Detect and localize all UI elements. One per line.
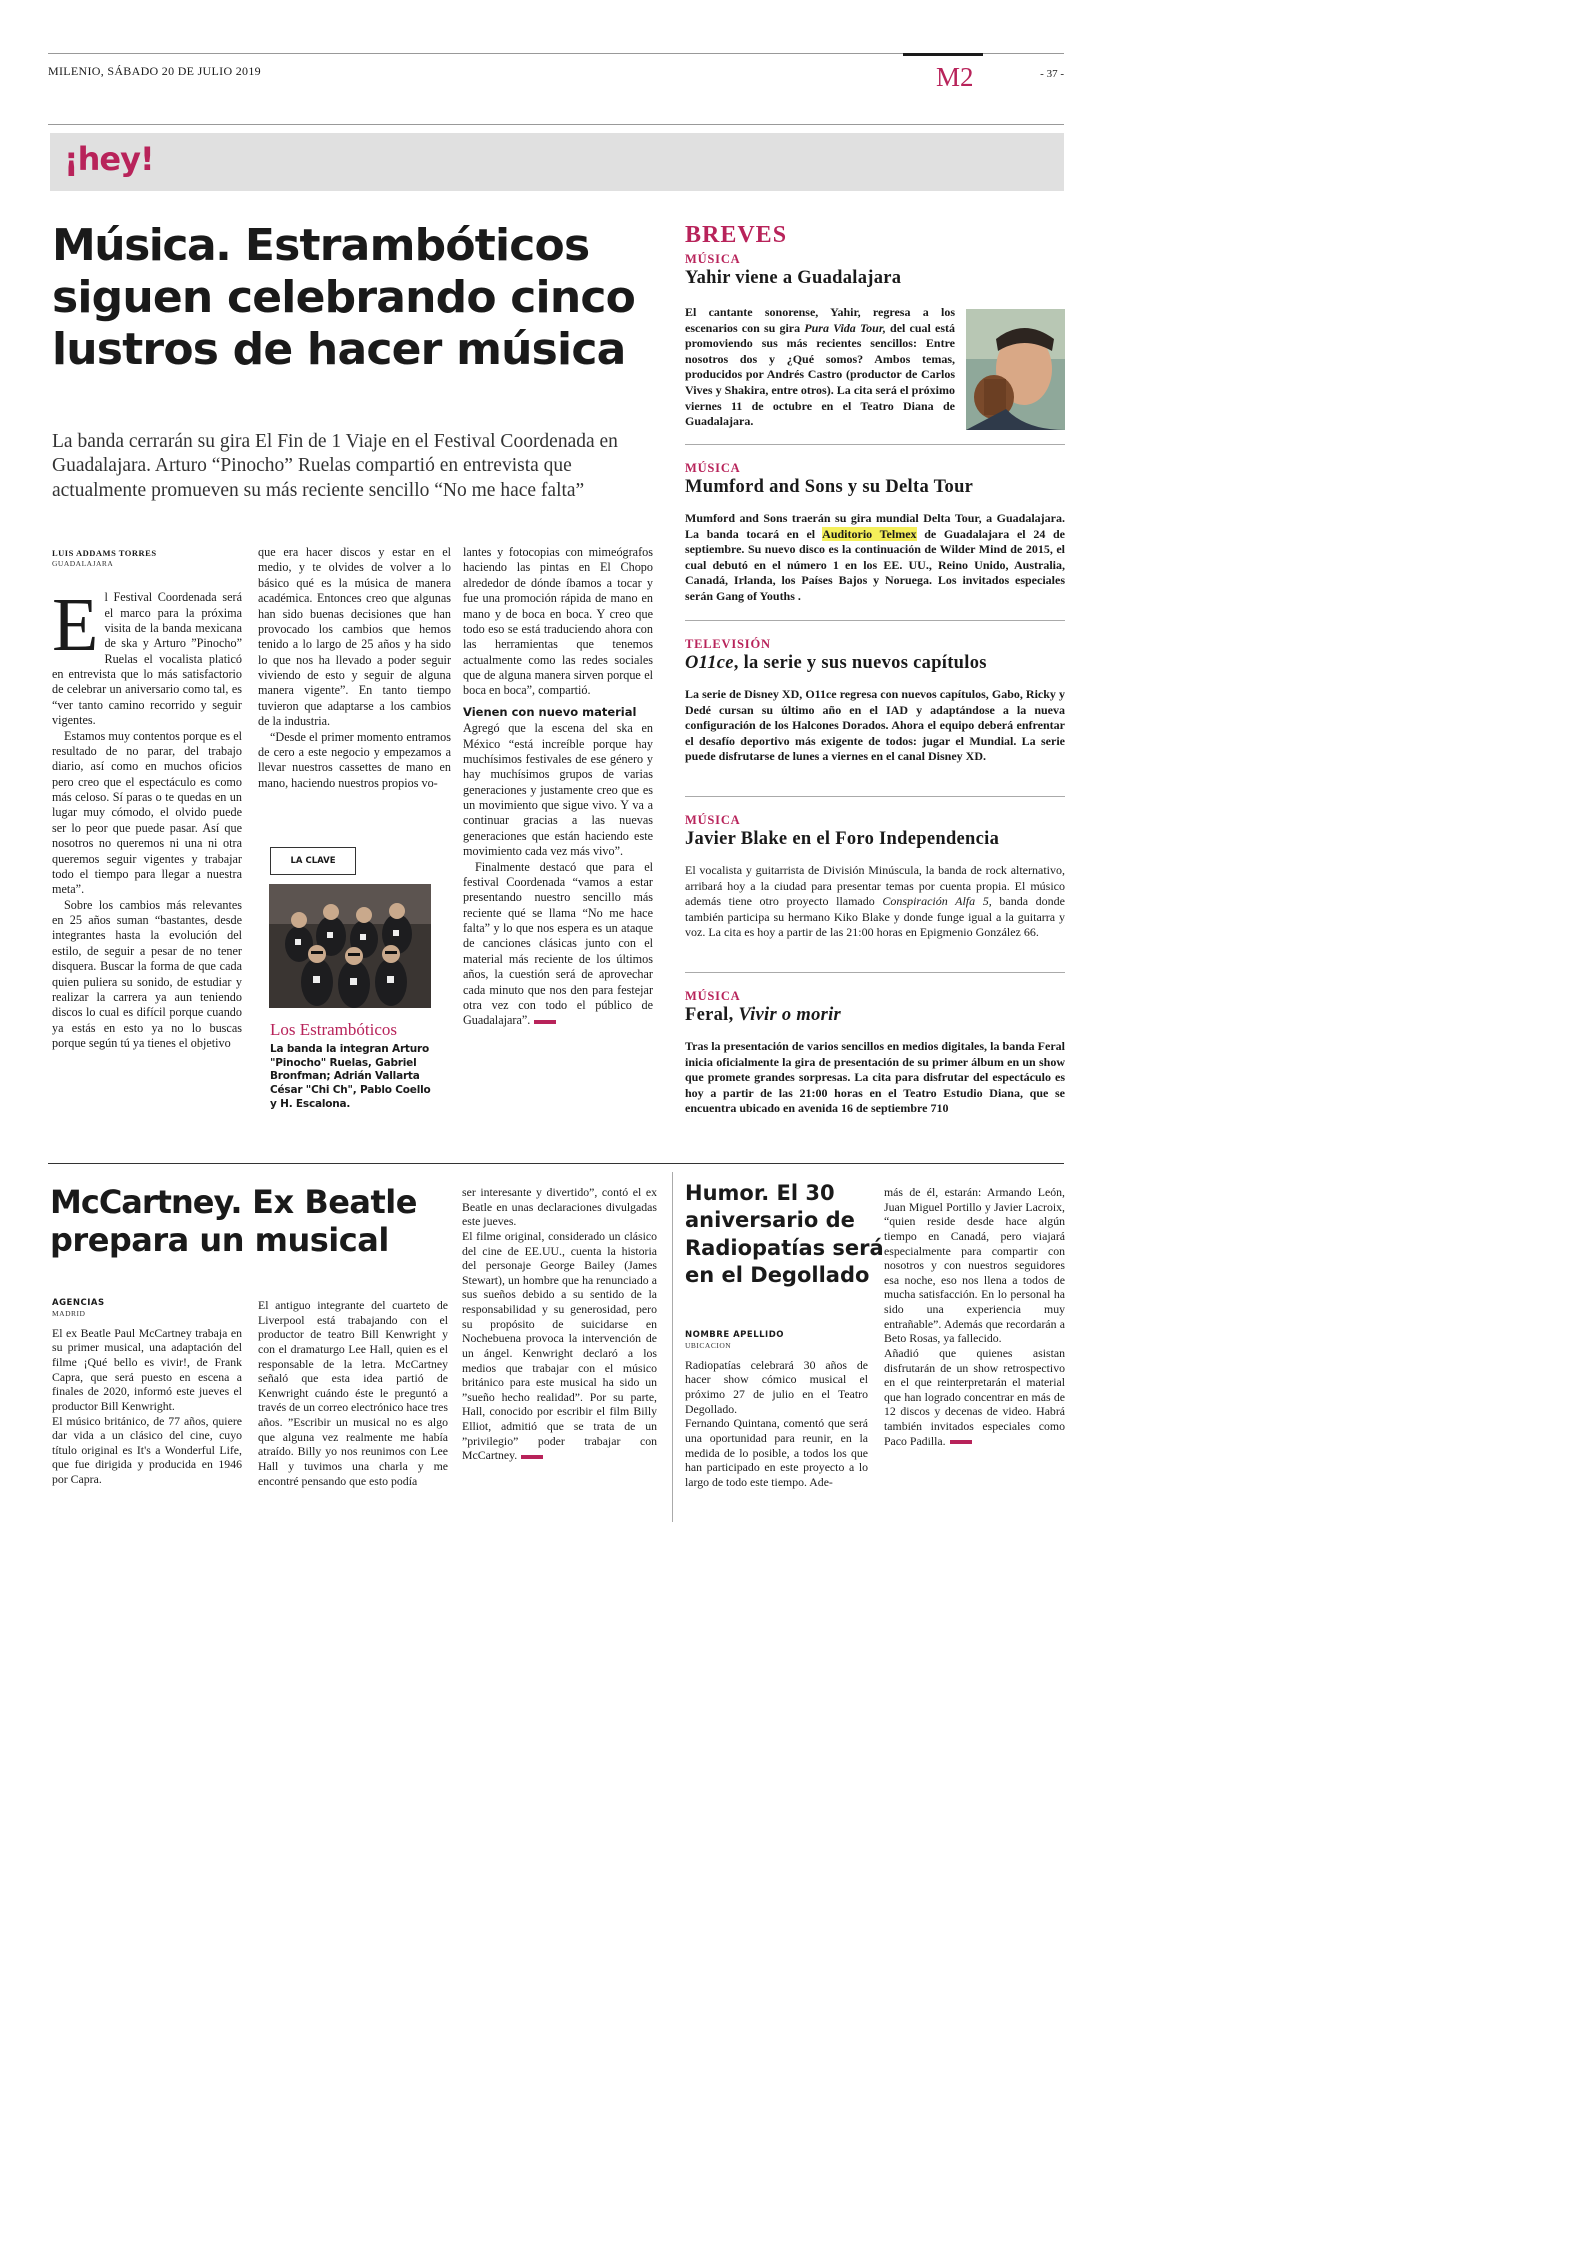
brief-mumford <box>685 461 1065 605</box>
brief-title <box>685 653 1065 674</box>
byline-location: MADRID <box>52 1308 86 1318</box>
section-band <box>50 133 1064 191</box>
section-rule <box>48 1163 1064 1164</box>
brief-title-rest: , la serie y sus nuevos capítulos <box>733 653 987 673</box>
brief-text: La serie de Disney XD, O11ce regresa con nuevos capítulos, Gabo, Ricky y Dedé cursan su último año en el IAD y adaptándose a la nueva configuración de los Halcones Dorados. Ahora el equipo deberá enfrentar el desafío deportivo más exigente de todos: jugar el Mundial. La serie puede disfrutarse de lunes a viernes en el canal Disney XD. <box>685 687 1065 764</box>
brief-text <box>685 305 955 430</box>
end-mark <box>521 1455 543 1459</box>
humor-headline <box>685 1180 885 1289</box>
brief-title-em: Vivir o morir <box>738 1005 842 1025</box>
paragraph: Agregó que la escena del ska en México “está increíble porque hay muchísimos festivales de ese género y hay muchísimos grupos de varias generaciones y justamente creo que es un movimiento que sigue vivo. Y va a continuar gracias a las nuevas generaciones que están haciendo este movimiento cada vez más vivo”. <box>463 721 653 859</box>
dropcap: E <box>52 583 99 668</box>
breves-title: BREVES <box>685 222 788 248</box>
brief-title-em: O11ce <box>685 653 734 673</box>
humor-title: El 30 aniversario de Radiopatías será en el Degollado <box>685 1181 884 1287</box>
byline-author: AGENCIAS <box>52 1298 105 1308</box>
paragraph: El músico británico, de 77 años, quiere dar vida a un clásico del cine, cuyo título original es It's a Wonderful Life, que fue dirigida y producida en 1946 por Capra. <box>52 1413 242 1487</box>
main-kicker: Música. <box>52 220 231 271</box>
main-column-1 <box>52 548 242 1051</box>
brief-text-a: El cantante sonorense, Yahir, regresa a los escenarios con su gira <box>685 305 955 335</box>
paragraph <box>463 860 653 1029</box>
brief-text-em: Conspiración Alfa 5, <box>882 894 992 909</box>
humor-column-2 <box>884 1185 1065 1448</box>
paragraph-text: Finalmente destacó que para el festival Coordenada “vamos a estar presentando nuestro sencillo más reciente qué se llama “No me hace falta” y lo que nos espera es un ataque de canciones clásicas junto con el material más reciente de los últimos años, la cuestión será de aprovechar cada minuto que nos den para festejar otra vez con todo el público de Guadalajara”. <box>463 859 653 1028</box>
brief-text-b: del cual está promoviendo sus más recientes sencillos: Entre nosotros dos y ¿Qué somos? Ambos temas, producidos por Andrés Castro (productor de Carlos Vives y Shakira, entre otros). La cita será el próximo viernes 11 de octubre en el Teatro Diana de Guadalajara. <box>685 320 955 429</box>
paragraph: Radiopatías celebrará 30 años de hacer show cómico musical el próximo 27 de julio en el Teatro Degollado. <box>685 1357 868 1416</box>
brief-category: TELEVISIÓN <box>685 637 771 651</box>
paragraph: l Festival Coordenada será el marco para la próxima visita de la banda mexicana de ska y Arturo ”Pinocho” Ruelas el vocalista platicó en entrevista que lo más satisfactorio de celebrar un aniversario como tal, es “ver tanto camino recorrido y seguir vigentes. <box>52 590 242 728</box>
yahir-photo <box>966 309 1065 430</box>
paragraph: lantes y fotocopias con mimeógrafos haciendo las pintas en El Chopo alrededor de dónde íbamos a tocar y fue una promoción rápida de mano en mano y de boca en boca. Y creo que todo eso se está traduciendo ahora con las herramientas que tenemos actualmente como las redes sociales que de alguna manera sirven porque el boca en boca”, compartió. <box>463 545 653 698</box>
brief-category: MÚSICA <box>685 461 741 475</box>
byline-author: LUIS ADDAMS TORRES <box>52 548 157 558</box>
mccartney-column-1 <box>52 1298 242 1487</box>
byline-location: GUADALAJARA <box>52 558 114 568</box>
divider <box>685 620 1065 621</box>
mccartney-title: Ex Beatle prepara un musical <box>50 1183 417 1260</box>
la-clave-label: LA CLAVE <box>270 847 356 875</box>
brief-title <box>685 1005 1065 1026</box>
paragraph: Sobre los cambios más relevantes en 25 años suman “bastantes, desde integrantes hasta la evolución del estilo, de seguir a pesar de no tener disquera. Buscar la forma de que cada quien puliera su sonido, de estudiar y realizar la carrera ya aun teniendo discos lo cual es difícil porque cuando ya estás en esto ya no lo buscas porque según tú ya tienes el objetivo <box>52 897 242 1051</box>
paragraph: Fernando Quintana, comentó que será una oportunidad para reunir, en la medida de lo posible, a todos los que han participado en este proyecto a lo largo de todo este tiempo. Ade- <box>685 1416 868 1489</box>
brief-category: MÚSICA <box>685 989 741 1003</box>
main-column-2 <box>258 545 451 791</box>
paragraph <box>462 1229 657 1463</box>
brief-text: Tras la presentación de varios sencillos en medios digitales, la banda Feral inicia oficialmente la gira de presentación de su primer álbum en un show que promete grandes sorpresas. La cita para disfrutar del espectáculo es hoy a partir de las 21:00 horas en el Teatro Estudio Diana, que se encuentra ubicado en avenida 16 de septiembre 710 <box>685 1039 1065 1116</box>
page-number: - 37 - <box>1040 68 1064 80</box>
brief-text-em: Pura Vida Tour, <box>804 320 886 335</box>
brief-feral <box>685 989 1065 1117</box>
main-headline <box>52 220 672 376</box>
main-title: Estrambóticos siguen celebrando cinco lustros de hacer música <box>52 220 636 375</box>
section-label: M2 <box>936 62 974 92</box>
paragraph: Estamos muy contentos porque es el resultado de no parar, del trabajo diario, así como en muchos oficios pero creo que el espectáculo es como más celoso. Sí paras o te quedas en un lugar muy cómodo, el olvido puede ser lo peor que puede pasar. Así que nosotros no queremos ni una ni otra queremos seguir vigentes y trabajar todo el tiempo para llegar a nuestra meta”. <box>52 728 242 897</box>
section-band-label: ¡hey! <box>64 140 154 178</box>
divider <box>685 796 1065 797</box>
header-date: MILENIO, SÁBADO 20 DE JULIO 2019 <box>48 64 261 78</box>
brief-text-a: El vocalista y guitarrista de División Minúscula, la banda de rock alternativo, arribará hoy a la ciudad para presentar temas por cuenta propia. El músico además tiene otro proyecto llamado <box>685 863 1065 909</box>
brief-category: MÚSICA <box>685 252 741 266</box>
subheading: Vienen con nuevo material <box>463 704 637 719</box>
section-marker-bar <box>903 53 983 56</box>
humor-column-1 <box>685 1330 868 1489</box>
brief-title-a: Feral, <box>685 1005 739 1025</box>
paragraph: que era hacer discos y estar en el medio, y te olvides de volver a lo básico qué es la música de manera académica. Entonces creo que algunas han sido buenas decisiones que han provocado los cambios que hemos tenido a lo largo de 25 años y ha sido lo que nos ha llevado a poder seguir viviendo de esto y seguir de alguna manera vigente”. En tanto tiempo tuvieron que adaptarse a los cambios de la industria. <box>258 545 451 729</box>
paragraph: El ex Beatle Paul McCartney trabaja en su primer musical, una adaptación del filme ¡Qué bello es vivir!, de Frank Capra, que será puesto en escena a finales de 2020, informó este jueves el productor Bill Kenwright. <box>52 1325 242 1413</box>
brief-javier-blake <box>685 813 1065 941</box>
brief-text-a: Mumford and Sons traerán su gira mundial Delta Tour, a Guadalajara. La banda tocará en el <box>685 511 1065 541</box>
main-column-3 <box>463 545 653 1029</box>
la-clave-text: La banda la integran Arturo "Pinocho" Ruelas, Gabriel Bronfman; Adrián Vallarta César "Chi Ch", Pablo Coello y H. Escalona. <box>270 1043 431 1110</box>
paragraph-text: El filme original, considerado un clásico del cine de EE.UU., cuenta la historia del personaje George Bailey (James Stewart), un hombre que ha renunciado a sus sueños debido a su sentido de la responsabilidad y su generosidad, pero su propósito de suicidarse en Nochebuena provoca la intervención de un ángel. Kenwright declaró a los medios que trabajar con el músico británico para este musical ha sido un ”sueño hecho realidad”. Por su parte, Hall, conocido por escribir el film Billy Elliot, admitió que se trata de un ”privilegio” poder trabajar con McCartney. <box>462 1228 657 1463</box>
mccartney-column-2 <box>258 1298 448 1488</box>
byline-author: NOMBRE APELLIDO <box>685 1330 784 1340</box>
end-mark <box>534 1020 556 1024</box>
mccartney-kicker: McCartney. <box>50 1183 242 1221</box>
end-mark <box>950 1440 972 1444</box>
la-clave-title: Los Estrambóticos <box>270 1020 398 1039</box>
paragraph: El antiguo integrante del cuarteto de Liverpool está trabajando con el productor de teatro Bill Kenwright y con el dramaturgo Lee Hall, quien es el responsable de la letra. McCartney señaló que esta idea partió de Kenwright cuándo éste le preguntó a través de un correo electrónico hace tres años. ”Escribir un musical no es algo que alguna vez realmente me había atraído. Billy yo nos reunimos con Lee Hall y tuvimos una charla y me encontré pensando que esto podía <box>258 1298 448 1488</box>
brief-title: Mumford and Sons y su Delta Tour <box>685 477 974 497</box>
brief-title: Yahir viene a Guadalajara <box>685 268 902 288</box>
highlighted-text: Auditorio Telmex <box>822 526 917 541</box>
paragraph-text: Añadió que quienes asistan disfrutarán de un show retrospectivo en el que reinterpretarán el material que han logrado concentrar en más de 12 discos y decenas de video. Habrá también invitados especiales como Paco Padilla. <box>884 1345 1065 1448</box>
byline-location: UBICACION <box>685 1340 732 1350</box>
brief-category: MÚSICA <box>685 813 741 827</box>
divider <box>685 444 1065 445</box>
paragraph: ser interesante y divertido”, contó el ex Beatle en unas declaraciones divulgadas este jueves. <box>462 1185 657 1229</box>
brief-o11ce <box>685 637 1065 765</box>
brief-text <box>685 863 1065 941</box>
paragraph: más de él, estarán: Armando León, Juan Miguel Portillo y Javier Lacroix, “quien reside desde hace algún tiempo en Canadá, pero viajará especialmente para compartir con nosotros y con nuestros seguidores esa noche, eso nos llena a todos de mucha satisfacción. En lo personal ha sido una experiencia muy entrañable”. Además que recordarán a Beto Rosas, ya fallecido. <box>884 1185 1065 1346</box>
paragraph <box>884 1346 1065 1448</box>
paragraph: “Desde el primer momento entramos de cero a este negocio y empezamos a llevar nuestros cassettes de mano en mano, haciendo nuestros propios vo- <box>258 729 451 790</box>
mccartney-column-3 <box>462 1185 657 1463</box>
brief-text <box>685 511 1065 605</box>
humor-kicker: Humor. <box>685 1181 770 1205</box>
band-photo <box>269 884 431 1008</box>
main-deck: La banda cerrarán su gira El Fin de 1 Viaje en el Festival Coordenada en Guadalajara. Arturo “Pinocho” Ruelas compartió en entrevista que actualmente promueven su más reciente sencillo “No me hace falta” <box>52 431 618 501</box>
vertical-divider <box>672 1172 673 1522</box>
brief-text-b: banda donde también participa su hermano Kiko Blake y donde funge igual a la guitarra y voz. La cita es hoy a partir de las 21:00 horas en Epigmenio González 66. <box>685 894 1065 940</box>
divider <box>685 972 1065 973</box>
header-rule-bottom <box>48 124 1064 125</box>
brief-title: Javier Blake en el Foro Independencia <box>685 829 1000 849</box>
brief-text-b: de Guadalajara el 24 de septiembre. Su nuevo disco es la continuación de Wilder Mind de 2015, el cual debutó en el número 1 en los EE. UU., Reino Unido, Australia, Canadá, Irlanda, los Países Bajos y Noruega. Los invitados especiales serán Gang of Youths . <box>685 526 1066 603</box>
mccartney-headline <box>50 1183 470 1260</box>
